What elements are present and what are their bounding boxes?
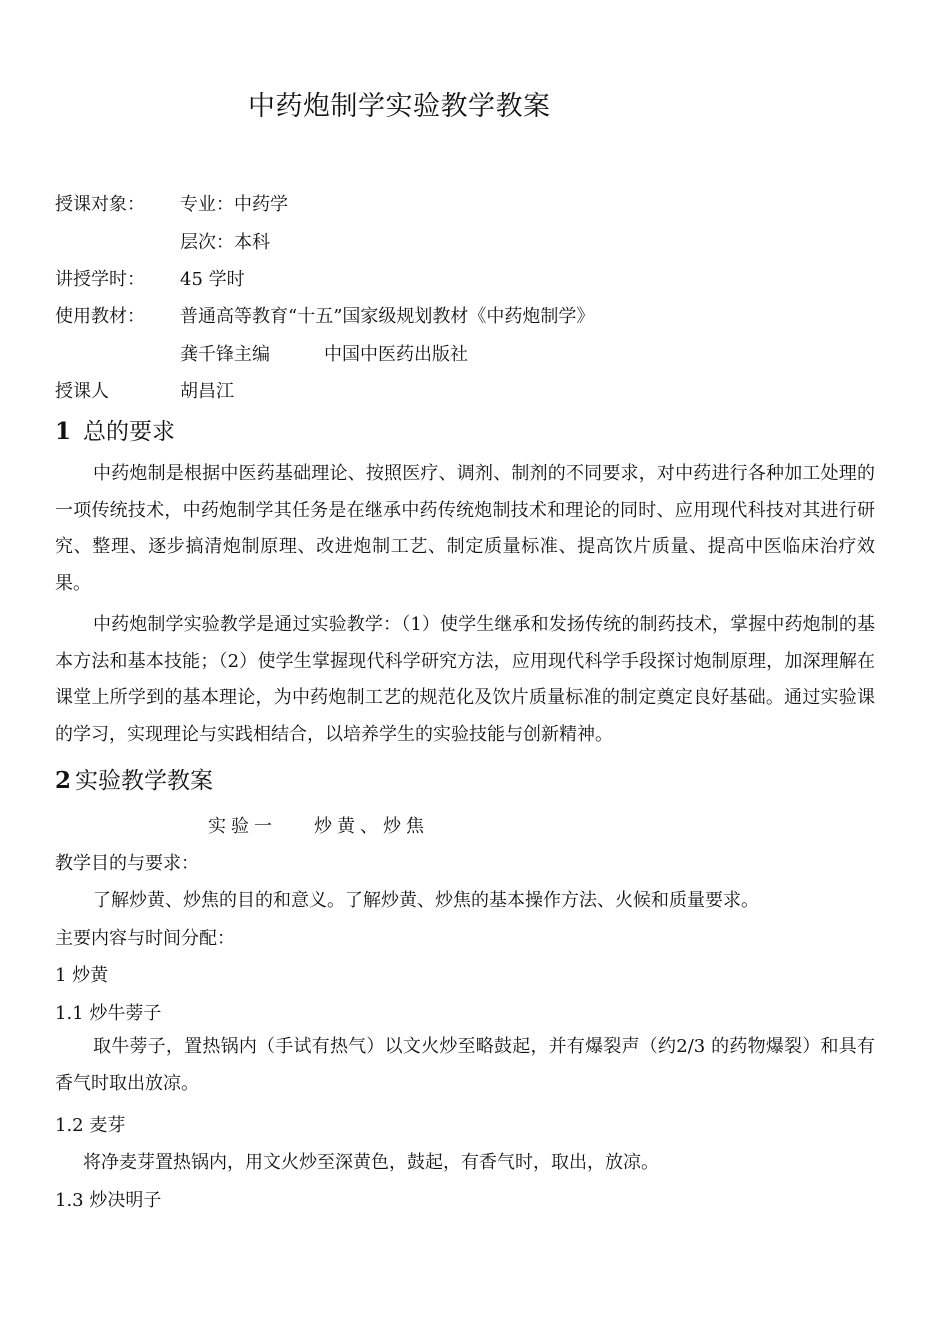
publisher-value: 中国中医药出版社 — [324, 344, 468, 365]
textbook-value: 普通高等教育“十五”国家级规划教材《中药炮制学》 — [180, 306, 595, 327]
content-label: 主要内容与时间分配： — [55, 928, 235, 949]
objective-label: 教学目的与要求： — [55, 853, 199, 874]
section-1-title: 总的要求 — [83, 419, 176, 445]
section-1-paragraph-1: 中药炮制是根据中医药基础理论、按照医疗、调剂、制剂的不同要求，对中药进行各种加工处理的一项传统技术，中药炮制学其任务是在继承中药传统炮制技术和理论的同时、应用现代科技对其进行研究、整理、逐步搞清炮制原理、改进炮制工艺、制定质量标准、提高饮片质量、提高中医临床治疗效果。 — [55, 463, 875, 594]
section-1-heading — [55, 413, 175, 446]
target-label: 授课对象： — [55, 194, 145, 215]
textbook-label: 使用教材： — [55, 306, 145, 327]
editor-value: 龚千锋主编 — [180, 344, 270, 365]
teacher-label: 授课人 — [55, 381, 109, 402]
hours-label: 讲授学时： — [55, 269, 145, 290]
subsection-1-1: 1.1 炒牛蒡子 — [55, 1003, 162, 1024]
objective-text: 了解炒黄、炒焦的目的和意义。了解炒黄、炒焦的基本操作方法、火候和质量要求。 — [93, 890, 759, 911]
subsection-1-2: 1.2 麦芽 — [55, 1115, 126, 1136]
section-2-number: 2 — [55, 767, 72, 794]
experiment-label: 实验一 — [208, 816, 277, 837]
level-value: 层次：本科 — [180, 232, 270, 253]
document-title: 中药炮制学实验教学教案 — [248, 91, 551, 122]
section-1-paragraph-2: 中药炮制学实验教学是通过实验教学：（1）使学生继承和发扬传统的制药技术，掌握中药炮制的基本方法和基本技能；（2）使学生掌握现代科学研究方法，应用现代科学手段探讨炮制原理，加深理解在课堂上所学到的基本理论，为中药炮制工艺的规范化及饮片质量标准的制定奠定良好基础。通过实验课的学习，实现理论与实践相结合，以培养学生的实验技能与创新精神。 — [55, 614, 875, 745]
subsection-1-3: 1.3 炒决明子 — [55, 1190, 162, 1211]
experiment-name: 炒黄、炒焦 — [314, 816, 429, 837]
section-2-title: 实验教学教案 — [75, 768, 214, 794]
section-2-heading — [55, 762, 213, 795]
major-value: 专业：中药学 — [180, 194, 288, 215]
subsection-1-2-text: 将净麦芽置热锅内，用文火炒至深黄色，鼓起，有香气时，取出，放凉。 — [83, 1152, 659, 1173]
subsection-1-1-text: 取牛蒡子，置热锅内（手试有热气）以文火炒至略鼓起，并有爆裂声（约2/3 的药物爆裂）和具有香气时取出放凉。 — [55, 1036, 875, 1094]
subsection-1: 1 炒黄 — [55, 965, 109, 986]
section-1-number: 1 — [55, 418, 72, 445]
hours-value: 45 学时 — [180, 269, 245, 290]
teacher-value: 胡昌江 — [180, 381, 234, 402]
